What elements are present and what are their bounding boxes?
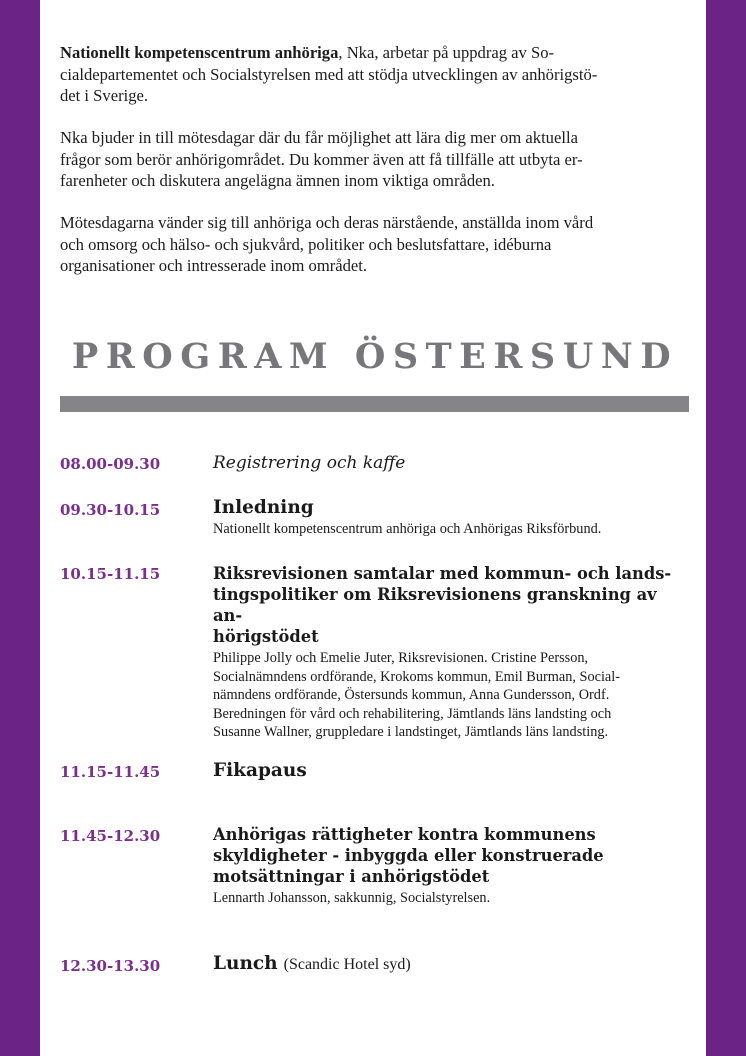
item-title: Riksrevisionen samtalar med kommun- och lands- tingspolitiker om Riksrevisionens granskning av an- hörigstödet bbox=[213, 564, 672, 646]
right-purple-band bbox=[706, 0, 746, 1056]
item-title: Lunch bbox=[213, 953, 278, 974]
org-name: Nationellt kompetenscentrum anhöriga bbox=[60, 43, 339, 62]
time-slot: 11.45-12.30 bbox=[60, 827, 161, 845]
intro-paragraph-1: Nationellt kompetenscentrum anhöriga, Nka, arbetar på uppdrag av So- cialdepartementet och Socialstyrelsen med att stödja utvecklingen av anhörigstö- det i Sverige. bbox=[60, 43, 598, 105]
program-item bbox=[213, 760, 691, 781]
item-description: Nationellt kompetenscentrum anhöriga och Anhörigas Riksförbund. bbox=[213, 521, 602, 537]
left-purple-band bbox=[0, 0, 40, 1056]
time-slot: 11.15-11.45 bbox=[60, 763, 161, 781]
item-description: Philippe Jolly och Emelie Juter, Riksrevisionen. Cristine Persson, Socialnämndens ordförande, Krokoms kommun, Emil Burman, Social- nämndens ordförande, Östersunds kommun, Anna Gundersson, Ordf. Beredningen för vård och rehabilitering, Jämtlands läns landsting och Susanne Wallner, gruppledare i landstinget, Jämtlands läns landsting. bbox=[213, 650, 620, 740]
title-divider bbox=[60, 396, 689, 412]
item-title: Inledning bbox=[213, 497, 314, 518]
program-item bbox=[213, 497, 691, 539]
time-slot: 08.00-09.30 bbox=[60, 455, 161, 473]
intro-text bbox=[60, 42, 690, 297]
item-title: Fikapaus bbox=[213, 760, 307, 781]
item-note: (Scandic Hotel syd) bbox=[283, 956, 411, 973]
time-slot: 09.30-10.15 bbox=[60, 501, 161, 519]
intro-paragraph-2: Nka bjuder in till mötesdagar där du får möjlighet att lära dig mer om aktuella frågor som berör anhörigområdet. Du kommer även att få tillfälle att utbyta er- farenheter och diskutera angelägna ämnen inom viktiga områden. bbox=[60, 128, 583, 190]
item-title: Registrering och kaffe bbox=[213, 453, 406, 473]
item-description: Lennarth Johansson, sakkunnig, Socialstyrelsen. bbox=[213, 890, 491, 906]
time-slot: 10.15-11.15 bbox=[60, 565, 161, 583]
intro-paragraph-3: Mötesdagarna vänder sig till anhöriga och deras närstående, anställda inom vård och omsorg och hälso- och sjukvård, politiker och beslutsfattare, idéburna organisationer och intresserade inom området. bbox=[60, 213, 594, 275]
program-item bbox=[213, 824, 691, 908]
program-item bbox=[213, 563, 691, 742]
item-title: Anhörigas rättigheter kontra kommunens skyldigheter - inbyggda eller konstruerade motsättningar i anhörigstödet bbox=[213, 825, 604, 886]
time-slot: 12.30-13.30 bbox=[60, 957, 161, 975]
program-title: PROGRAM ÖSTERSUND bbox=[71, 336, 679, 377]
program-item bbox=[213, 453, 691, 473]
program-item bbox=[213, 953, 691, 974]
